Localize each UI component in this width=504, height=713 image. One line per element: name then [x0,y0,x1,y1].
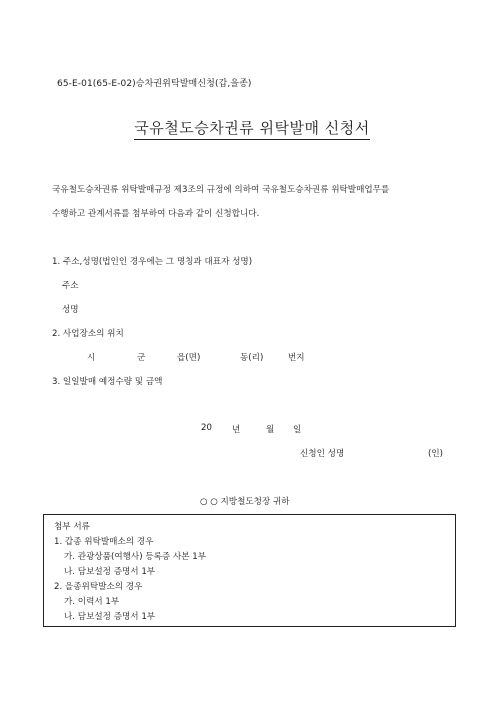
attachment-item: 1. 갑종 위탁발매소의 경우 [54,537,154,547]
name-label: 성명 [62,305,79,315]
applicant-seal: (인) [428,449,444,459]
date-year: 년 [232,425,241,435]
intro-line-2: 수행하고 관계서류를 첨부하여 다음과 같이 신청합니다. [52,209,260,219]
location-eup: 읍(면) [177,353,201,363]
section1-heading: 1. 주소,성명(법인인 경우에는 그 명칭과 대표자 성명) [52,257,253,267]
attachment-item: 나. 담보설정 증명서 1부 [64,612,156,622]
attachment-item: 가. 이력서 1부 [64,597,120,607]
attachment-item: 가. 관광상품(여행사) 등록증 사본 1부 [64,552,207,562]
page-title [0,117,504,138]
date-year-prefix: 20 [201,423,212,433]
location-gun: 군 [137,353,146,363]
location-dong: 동(리) [240,353,264,363]
section3-heading: 3. 일일발매 예정수량 및 금액 [52,377,163,387]
intro-line-1: 국유철도승차권류 위탁발매규정 제3조의 규정에 의하여 국유철도승차권류 위탁발매업무를 [52,185,390,195]
location-si: 시 [87,353,96,363]
recipient: ○ ○ 지방철도청장 귀하 [200,497,290,507]
page-title-text: 국유철도승차권류 위탁발매 신청서 [134,119,369,140]
applicant-label: 신청인 성명 [300,449,345,459]
attachment-item: 나. 담보설정 증명서 1부 [64,567,156,577]
attachment-item: 2. 을종위탁발소의 경우 [54,582,143,592]
attachments-heading: 첨부 서류 [54,522,90,532]
form-code: 65-E-01(65-E-02)승차권위탁발매신청(갑,을종) [57,79,252,89]
section2-heading: 2. 사업장소의 위치 [52,329,124,339]
date-day: 일 [293,425,302,435]
address-label: 주소 [62,281,79,291]
date-month: 월 [266,425,275,435]
location-beonji: 번지 [288,353,305,363]
attachments-box [43,514,456,627]
